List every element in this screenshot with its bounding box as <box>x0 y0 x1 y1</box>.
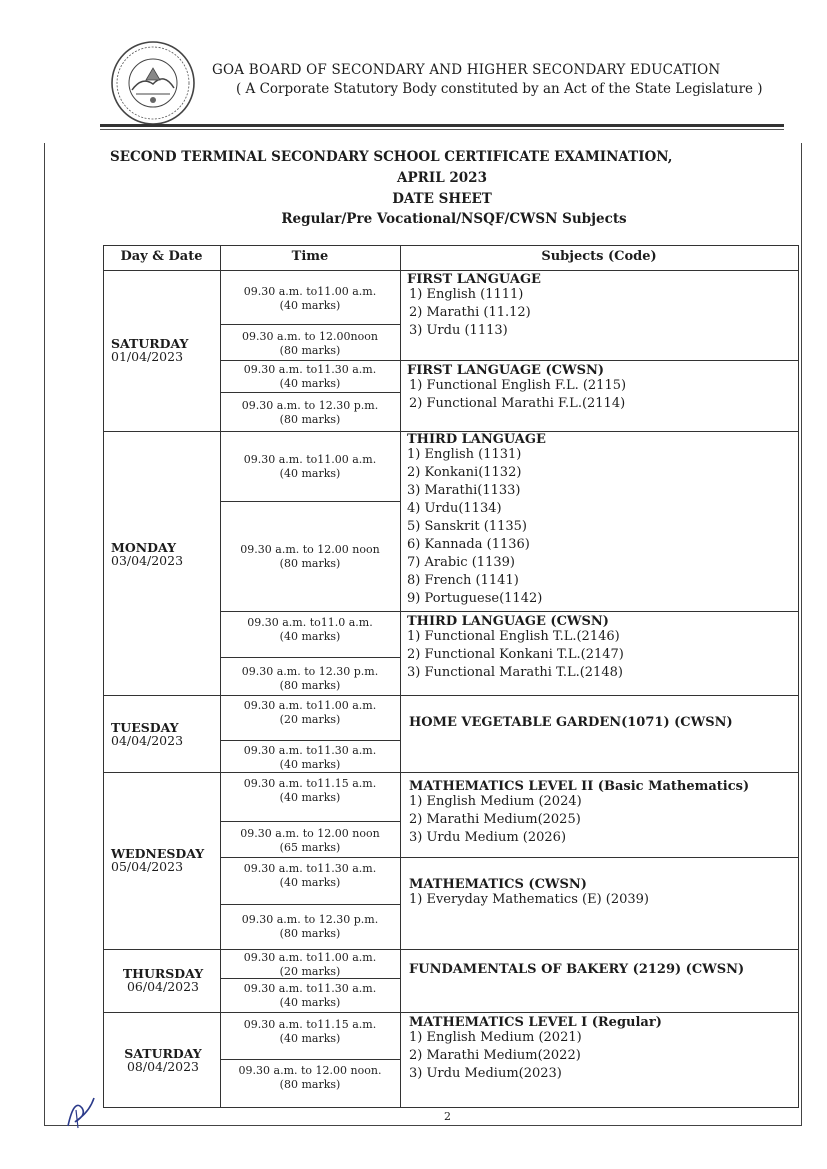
day-cell: TUESDAY 04/04/2023 <box>111 720 184 748</box>
signature-icon <box>60 1088 104 1132</box>
exam-title: SECOND TERMINAL SECONDARY SCHOOL CERTIFICATE EXAMINATION, <box>110 149 673 165</box>
time-slot: 09.30 a.m. to11.30 a.m. (40 marks) <box>243 744 377 771</box>
time-slot: 09.30 a.m. to 12.30 p.m. (80 marks) <box>241 399 379 426</box>
column-header-day-date: Day & Date <box>120 249 203 264</box>
header-rule-thin <box>100 129 784 130</box>
time-slot: 09.30 a.m. to 12.00 noon (80 marks) <box>240 543 380 570</box>
time-slot: 09.30 a.m. to11.30 a.m. (40 marks) <box>243 363 377 390</box>
day-cell: THURSDAY 06/04/2023 <box>122 966 204 994</box>
time-slot: 09.30 a.m. to11.00 a.m. (40 marks) <box>243 453 377 480</box>
subject-group: FIRST LANGUAGE 1) English (1111) 2) Marathi (11.12) 3) Urdu (1113) <box>407 272 541 338</box>
column-header-subjects: Subjects (Code) <box>541 249 657 264</box>
time-slot: 09.30 a.m. to11.30 a.m. (40 marks) <box>243 982 377 1009</box>
time-slot: 09.30 a.m. to 12.00 noon. (80 marks) <box>238 1064 382 1091</box>
header-rule <box>100 124 784 127</box>
time-slot: 09.30 a.m. to11.00 a.m. (40 marks) <box>243 285 377 312</box>
page-border <box>44 143 45 1126</box>
subject-group: FIRST LANGUAGE (CWSN) 1) Functional English F.L. (2115) 2) Functional Marathi F.L.(2114) <box>407 363 627 411</box>
subject-group: MATHEMATICS LEVEL II (Basic Mathematics) 1) English Medium (2024) 2) Marathi Medium(2025) 3) Urdu Medium (2026) <box>409 779 750 845</box>
time-slot: 09.30 a.m. to11.30 a.m. (40 marks) <box>243 862 377 889</box>
time-slot: 09.30 a.m. to 12.00noon (80 marks) <box>242 330 378 357</box>
time-slot: 09.30 a.m. to11.15 a.m. (40 marks) <box>243 1018 377 1045</box>
day-cell: SATURDAY 01/04/2023 <box>111 336 189 364</box>
subject-group: HOME VEGETABLE GARDEN(1071) (CWSN) <box>409 715 733 730</box>
page-number: 2 <box>444 1110 451 1123</box>
time-slot: 09.30 a.m. to11.00 a.m. (20 marks) <box>243 951 377 978</box>
time-slot: 09.30 a.m. to11.00 a.m. (20 marks) <box>243 699 377 726</box>
subject-group: FUNDAMENTALS OF BAKERY (2129) (CWSN) <box>409 962 745 977</box>
subject-group: MATHEMATICS (CWSN) 1) Everyday Mathematics (E) (2039) <box>409 877 649 907</box>
time-slot: 09.30 a.m. to 12.30 p.m. (80 marks) <box>241 913 379 940</box>
page-border <box>801 143 802 1126</box>
date-sheet-table <box>103 245 799 1108</box>
day-cell: MONDAY 03/04/2023 <box>111 540 184 568</box>
date-sheet-heading: DATE SHEET <box>392 191 492 207</box>
time-slot: 09.30 a.m. to 12.30 p.m. (80 marks) <box>241 665 379 692</box>
time-slot: 09.30 a.m. to11.0 a.m. (40 marks) <box>247 616 373 643</box>
subject-group: THIRD LANGUAGE (CWSN) 1) Functional English T.L.(2146) 2) Functional Konkani T.L.(2147) 3) Functional Marathi T.L.(2148) <box>407 614 624 680</box>
board-subtitle: ( A Corporate Statutory Body constituted by an Act of the State Legislature ) <box>236 81 763 97</box>
page-border <box>44 1125 802 1126</box>
subject-group: THIRD LANGUAGE 1) English (1131) 2) Konkani(1132) 3) Marathi(1133) 4) Urdu(1134) 5) Sanskrit (1135) 6) Kannada (1136) 7) Arabic (1139) 8) French (1141) 9) Portuguese(1142) <box>407 432 546 606</box>
day-cell: SATURDAY 08/04/2023 <box>124 1046 202 1074</box>
column-header-time: Time <box>291 249 329 264</box>
subject-group: MATHEMATICS LEVEL I (Regular) 1) English Medium (2021) 2) Marathi Medium(2022) 3) Urdu Medium(2023) <box>409 1015 662 1081</box>
day-cell: WEDNESDAY 05/04/2023 <box>111 846 205 874</box>
board-seal-icon <box>110 40 196 126</box>
exam-month: APRIL 2023 <box>397 170 487 186</box>
subjects-category-heading: Regular/Pre Vocational/NSQF/CWSN Subjects <box>281 211 627 227</box>
board-name: GOA BOARD OF SECONDARY AND HIGHER SECONDARY EDUCATION <box>212 62 721 78</box>
time-slot: 09.30 a.m. to 12.00 noon (65 marks) <box>240 827 380 854</box>
time-slot: 09.30 a.m. to11.15 a.m. (40 marks) <box>243 777 377 804</box>
